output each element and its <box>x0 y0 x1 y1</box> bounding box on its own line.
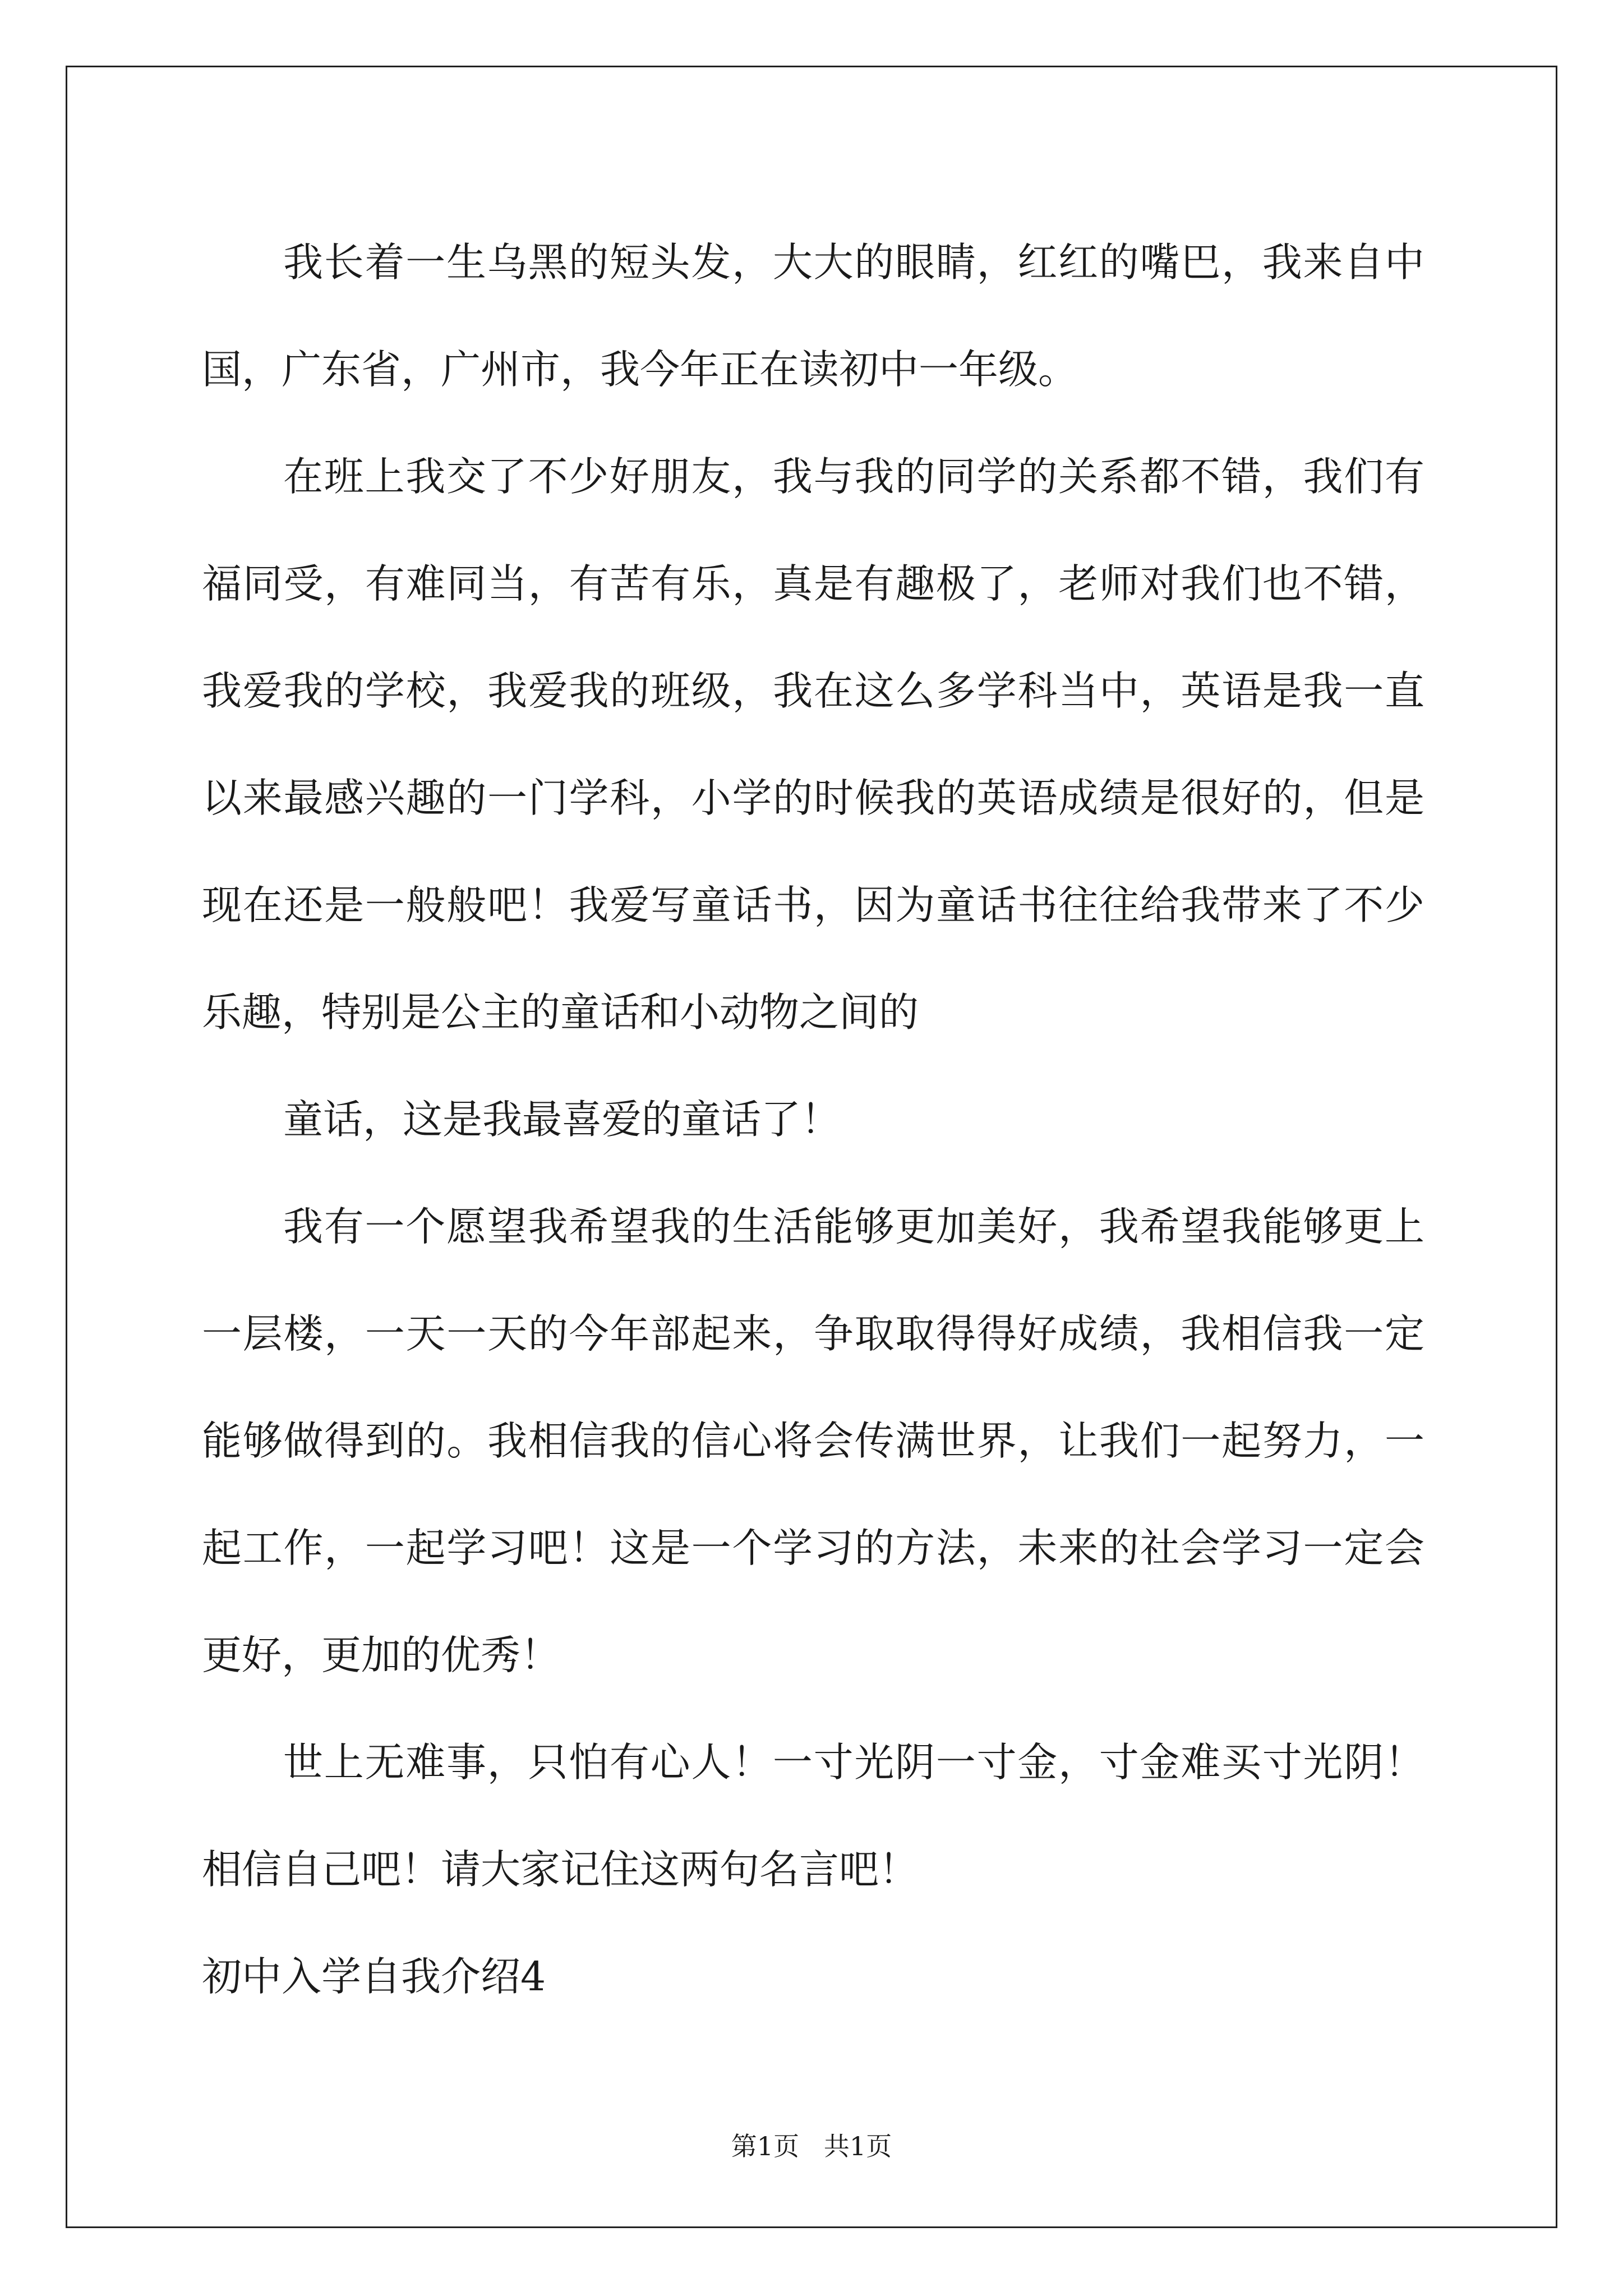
paragraph-2: 在班上我交了不少好朋友，我与我的同学的关系都不错，我们有福同受，有难同当，有苦有乐，真是有趣极了，老师对我们也不错，我爱我的学校，我爱我的班级，我在这么多学科当中，英语是我一直以来最感兴趣的一门学科，小学的时候我的英语成绩是很好的，但是现在还是一般般吧！我爱写童话书，因为童话书往往给我带来了不少乐趣，特别是公主的童话和小动物之间的 <box>202 453 1424 1036</box>
paragraph-3: 童话，这是我最喜爱的童话了！ <box>283 1096 841 1143</box>
section-heading: 初中入学自我介绍4 <box>202 1953 546 2000</box>
paragraph-1: 我长着一生乌黑的短头发，大大的眼睛，红红的嘴巴，我来自中国，广东省，广州市，我今年正在读初中一年级。 <box>202 239 1424 393</box>
page-footer: 第1页 共1页 <box>731 2131 892 2161</box>
document-body <box>202 209 1424 2030</box>
paragraph-4: 我有一个愿望我希望我的生活能够更加美好，我希望我能够更上一层楼，一天一天的今年部起来，争取取得得好成绩，我相信我一定能够做得到的。我相信我的信心将会传满世界，让我们一起努力，一起工作，一起学习吧！这是一个学习的方法，未来的社会学习一定会更好，更加的优秀！ <box>202 1203 1424 1678</box>
paragraph-5: 世上无难事，只怕有心人！一寸光阴一寸金，寸金难买寸光阴！相信自己吧！请大家记住这两句名言吧！ <box>202 1739 1424 1893</box>
